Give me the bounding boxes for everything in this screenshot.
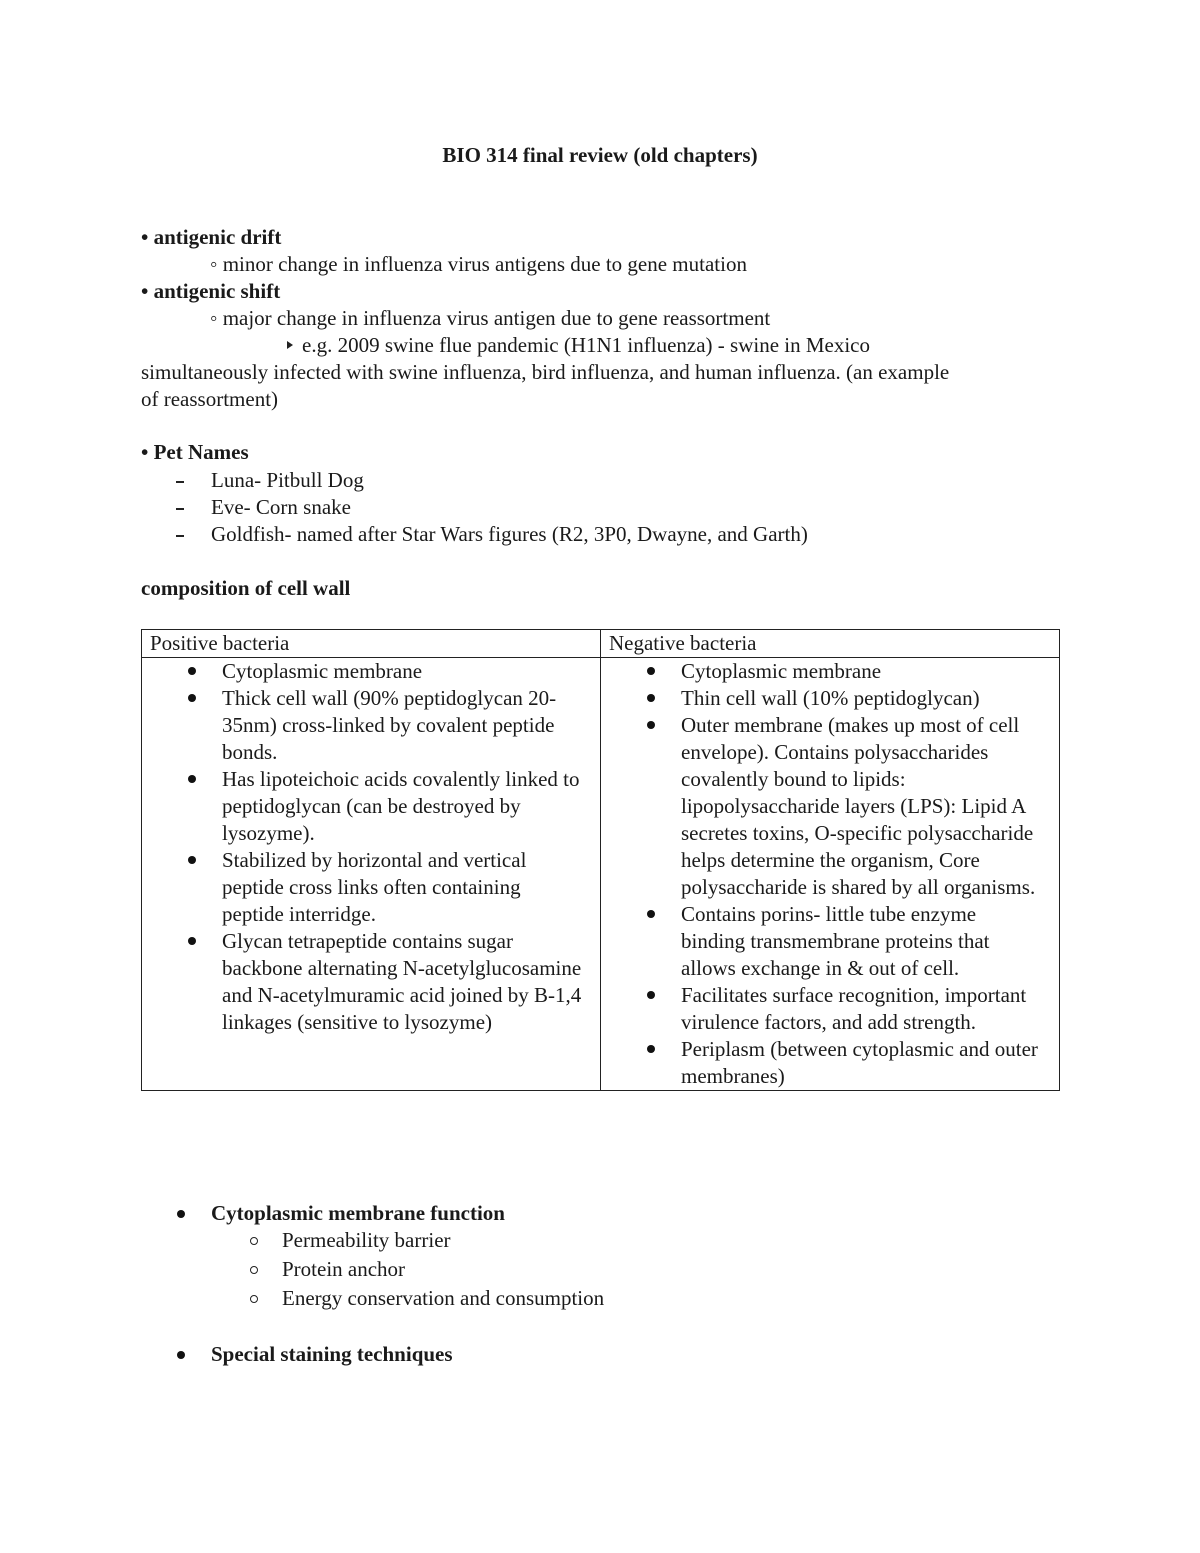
list-item xyxy=(609,901,1051,982)
example-line-3: of reassortment) xyxy=(141,387,279,411)
cell-wall-table xyxy=(141,629,1060,1091)
bullet-icon xyxy=(188,856,196,864)
list-item-text: Has lipoteichoic acids covalently linked to peptidoglycan (can be destroyed by lysozyme). xyxy=(222,767,580,845)
bullet-icon xyxy=(647,1045,655,1053)
bullet-icon xyxy=(647,694,655,702)
positive-bacteria-list xyxy=(150,658,592,1036)
bullet-icon xyxy=(647,721,655,729)
antigenic-drift-heading: • antigenic drift xyxy=(141,225,282,249)
antigenic-drift-item: ◦ minor change in influenza virus antigens due to gene mutation xyxy=(210,252,747,276)
membrane-function-heading: Cytoplasmic membrane function xyxy=(211,1201,505,1225)
pet-item: Eve- Corn snake xyxy=(211,495,351,519)
list-item xyxy=(609,712,1051,901)
list-item xyxy=(609,685,1051,712)
membrane-function-item: Protein anchor xyxy=(282,1257,406,1281)
antigenic-shift-heading: • antigenic shift xyxy=(141,279,281,303)
list-item-text: Cytoplasmic membrane xyxy=(222,659,423,683)
staining-heading: Special staining techniques xyxy=(211,1342,453,1366)
list-item-text: Facilitates surface recognition, important virulence factors, and add strength. xyxy=(681,983,1027,1034)
column-header-positive: Positive bacteria xyxy=(142,630,601,658)
pet-item: Luna- Pitbull Dog xyxy=(211,468,364,492)
bullet-icon xyxy=(177,1351,185,1359)
list-item-text: Outer membrane (makes up most of cell envelope). Contains polysaccharides covalently bound to lipids: lipopolysaccharide layers (LPS): Lipid A secretes toxins, O-specific polysaccharide helps determine the organism, Core polysaccharide is shared by all organisms. xyxy=(681,713,1036,899)
list-item xyxy=(150,685,592,766)
membrane-function-item: Permeability barrier xyxy=(282,1228,451,1252)
list-item-text: Glycan tetrapeptide contains sugar backbone alternating N-acetylglucosamine and N-acetylmuramic acid joined by B-1,4 linkages (sensitive to lysozyme) xyxy=(222,929,582,1034)
bullet-icon xyxy=(647,667,655,675)
list-item xyxy=(150,658,592,685)
list-item-text: Periplasm (between cytoplasmic and outer membranes) xyxy=(681,1037,1038,1088)
bullet-icon xyxy=(188,667,196,675)
list-item xyxy=(609,982,1051,1036)
list-item-text: Stabilized by horizontal and vertical peptide cross links often containing peptide interridge. xyxy=(222,848,527,926)
column-header-negative: Negative bacteria xyxy=(601,630,1060,658)
list-item-text: Thick cell wall (90% peptidoglycan 20-35nm) cross-linked by covalent peptide bonds. xyxy=(222,686,557,764)
negative-bacteria-list xyxy=(609,658,1051,1090)
membrane-function-item: Energy conservation and consumption xyxy=(282,1286,605,1310)
example-line-1: e.g. 2009 swine flue pandemic (H1N1 influenza) - swine in Mexico xyxy=(302,333,871,357)
page-title: BIO 314 final review (old chapters) xyxy=(442,143,758,167)
circle-bullet-icon xyxy=(250,1266,258,1274)
pet-names-heading: • Pet Names xyxy=(141,440,249,464)
bullet-icon xyxy=(188,775,196,783)
list-item xyxy=(609,658,1051,685)
list-item xyxy=(609,1036,1051,1090)
bullet-icon xyxy=(647,910,655,918)
bullet-icon xyxy=(647,991,655,999)
table-header-row xyxy=(142,630,1060,658)
bullet-icon xyxy=(177,1210,185,1218)
positive-bacteria-cell xyxy=(142,658,601,1091)
pet-item: Goldfish- named after Star Wars figures (R2, 3P0, Dwayne, and Garth) xyxy=(211,522,808,546)
example-line-2: simultaneously infected with swine influenza, bird influenza, and human influenza. (an example xyxy=(141,360,950,384)
list-item-text: Thin cell wall (10% peptidoglycan) xyxy=(681,686,980,710)
cell-wall-heading: composition of cell wall xyxy=(141,576,351,600)
dash-bullet-icon xyxy=(176,508,184,510)
dash-bullet-icon xyxy=(176,481,184,483)
dash-bullet-icon xyxy=(176,535,184,537)
list-item xyxy=(150,928,592,1036)
antigenic-shift-item: ◦ major change in influenza virus antigen due to gene reassortment xyxy=(210,306,771,330)
table-row xyxy=(142,658,1060,1091)
list-item-text: Contains porins- little tube enzyme binding transmembrane proteins that allows exchange in & out of cell. xyxy=(681,902,990,980)
circle-bullet-icon xyxy=(250,1295,258,1303)
list-item xyxy=(150,847,592,928)
negative-bacteria-cell xyxy=(601,658,1060,1091)
list-item-text: Cytoplasmic membrane xyxy=(681,659,882,683)
triangle-bullet-icon xyxy=(287,341,293,349)
bullet-icon xyxy=(188,937,196,945)
list-item xyxy=(150,766,592,847)
circle-bullet-icon xyxy=(250,1237,258,1245)
bullet-icon xyxy=(188,694,196,702)
